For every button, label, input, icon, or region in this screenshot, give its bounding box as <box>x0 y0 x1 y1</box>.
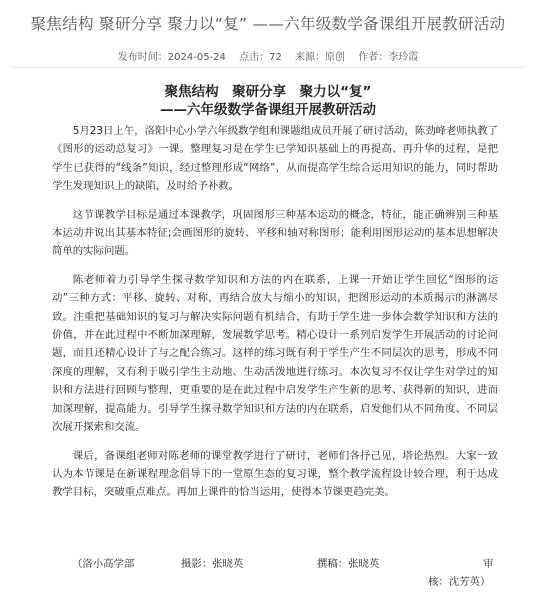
article-meta <box>0 48 536 63</box>
credit-reviewer: 核：沈芳英） <box>428 576 491 588</box>
article-source <box>295 52 345 63</box>
page-title: 聚焦结构 聚研分享 聚力以“复” ——六年级数学备课组开展教研活动 <box>30 15 506 33</box>
credit-reviewer-prefix: 审 <box>483 558 494 570</box>
publish-time <box>118 52 226 63</box>
credit-writer: 撰稿：张晓英 <box>317 558 380 570</box>
credit-photographer: 摄影：张晓英 <box>181 558 244 570</box>
click-count <box>239 52 282 63</box>
article-author <box>358 52 418 63</box>
article-body <box>52 122 498 502</box>
paragraph: 这节课教学目标是通过本课教学，巩固图形三种基本运动的概念，特征，能正确辨别三种基本运动并说出其基本特征;会画图形的旋转、平移和轴对称图形；能利用图形运动的基本思想解决简单的实际问题。 <box>52 208 498 258</box>
click-count-label: 点击： <box>239 52 270 63</box>
source-label: 来源： <box>295 52 326 63</box>
publish-time-value: 2024-05-24 <box>167 52 226 63</box>
author-label: 作者： <box>358 52 389 63</box>
source-value: 原创 <box>325 52 346 63</box>
author-value: 李玲霞 <box>388 52 419 63</box>
paragraph: 课后，备课组老师对陈老师的课堂教学进行了研讨，老师们各抒己见，塔论热烈。大家一致认为本节课是在新课程理念倡导下的一堂原生态的复习课，整个教学流程设计较合理，利于达成教学目标，突破重点难点。再加上课件的恰当运用，使得本节课更趋完美。 <box>52 449 498 499</box>
click-count-value: 72 <box>269 52 282 63</box>
credit-unit: （洛小高学部 <box>72 558 135 570</box>
article-heading: 聚焦结构 聚研分享 聚力以“复” <box>164 84 372 100</box>
paragraph: 陈老师着力引导学生探寻数学知识和方法的内在联系，上课一开始让学生回忆“图形的运动”三种方式：平移、旋转、对称，再结合放大与缩小的知识，把图形运动的本质揭示的淋漓尽致。注重把基础知识的复习与解决实际问题有机结合，有助于学生进一步体会数学知识和方法的价值，并在此过程中不断加深理解，发展数学思考。精心设计一系列启发学生开展活动的讨论问题，而且还精心设计了与之配合练习。这样的练习既有利于学生产生不同层次的思考，形成不同深度的理解，又有利于吸引学生主动地、生动活泼地进行练习。本次复习不仅让学生对学过的知识和方法进行回顾与整理，更重要的是在此过程中启发学生产生新的思考、获得新的知识，进而加深理解，提高能力。引导学生探寻数学知识和方法的内在联系，启发他们从不同角度、不同层次展开探索和交流。 <box>52 273 498 434</box>
paragraph: 5月23日上午，洛阳中心小学六年级数学组和课题组成员开展了研讨活动，陈劲峰老师执教了《图形的运动总复习》一课。整理复习是在学生已学知识基础上的再提高、再升华的过程，是把学生已获得的“线条”知识，经过整理形成“网络”，从而提高学生综合运用知识的能力，同时帮助学生发现知识上的缺陷，及时给予补救。 <box>52 125 498 193</box>
header-divider <box>10 67 526 68</box>
publish-time-label: 发布时间： <box>117 52 168 63</box>
article-subheading: ——六年级数学备课组开展教研活动 <box>160 102 376 118</box>
